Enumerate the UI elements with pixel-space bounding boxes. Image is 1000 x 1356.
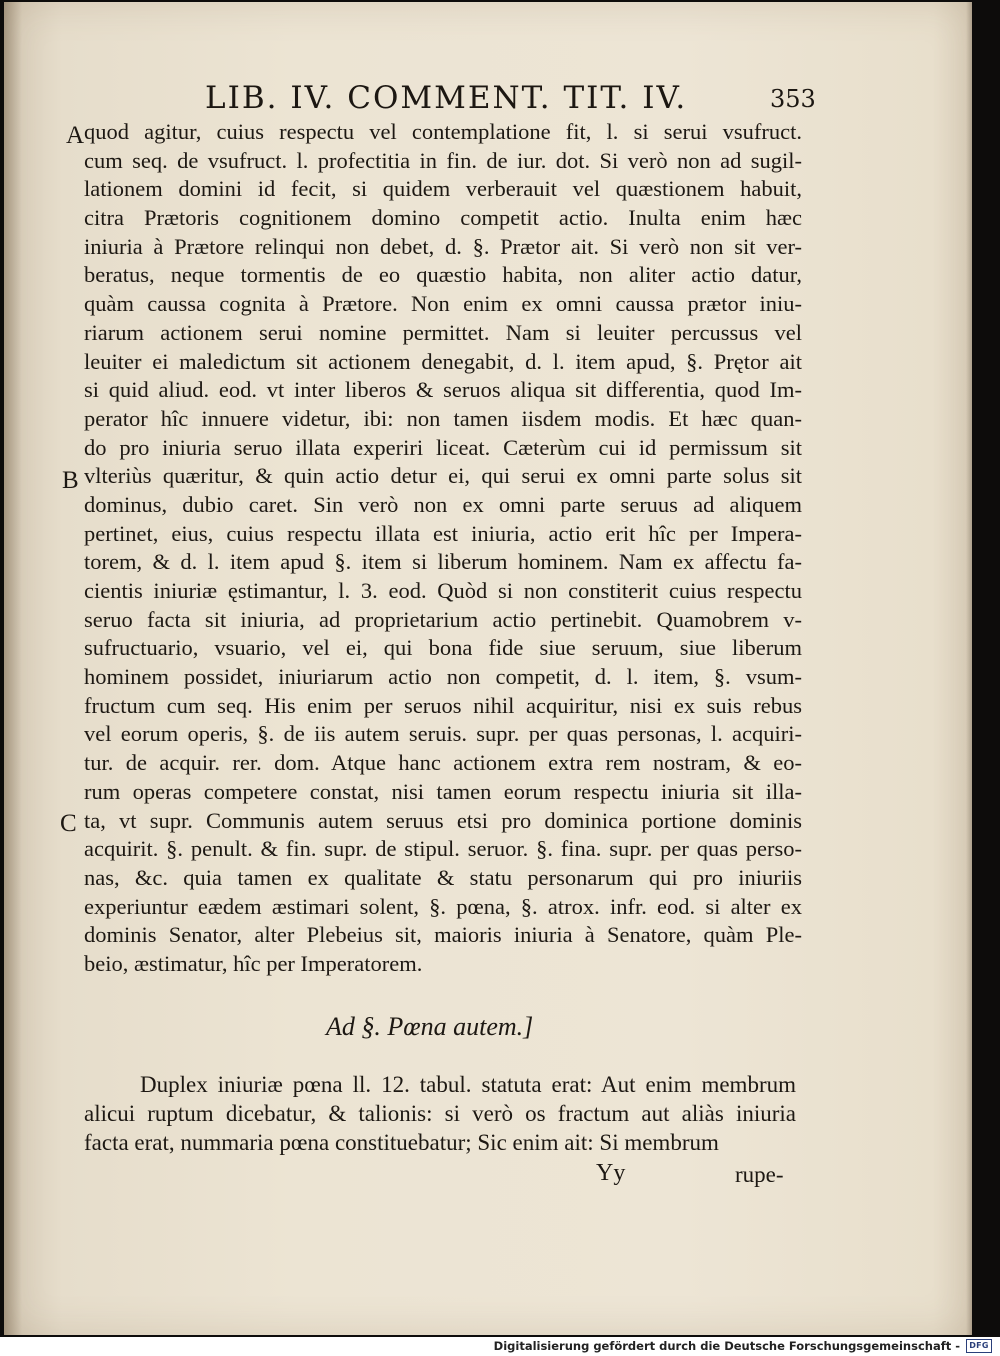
dfg-logo: DFG	[966, 1339, 992, 1353]
text-line: cientis iniuriæ ęstimantur, l. 3. eod. Quòd si non constiterit cuius respectu	[84, 578, 802, 603]
signature-mark: Yy	[596, 1160, 626, 1186]
text-line: leuiter ei maledictum sit actionem denegabit, d. l. item apud, §. Prętor ait	[84, 348, 802, 374]
text-line: ta, vt supr. Communis autem seruus etsi pro dominica portione dominis	[84, 807, 802, 833]
text-line: facta erat, nummaria pœna constituebatur; Sic enim ait: Si membrum	[84, 1130, 719, 1155]
text-line: si quid aliud. eod. vt inter liberos & seruos aliqua sit differentia, quod Im-	[84, 377, 802, 403]
page-edge	[966, 2, 972, 1335]
text-line: lationem domini id fecit, si quidem verberauit vel quæstionem habuit,	[84, 176, 802, 202]
text-line: torem, & d. l. item apud §. item si liberum hominem. Nam ex affectu fa-	[84, 549, 802, 575]
text-line: riarum actionem serui nomine permittet. Nam si leuiter percussus vel	[84, 319, 802, 345]
text-line: quod agitur, cuius respectu vel contemplatione fit, l. si serui vsufruct.	[84, 119, 802, 144]
text-line: experiuntur eædem æstimari solent, §. pœna, §. atrox. infr. eod. si alter ex	[84, 893, 802, 919]
text-line: iniuria à Prætore relinqui non debet, d. §. Prætor ait. Si verò non sit ver-	[84, 233, 802, 259]
text-line: dominis Senator, alter Plebeius sit, maioris iniuria à Senatore, quàm Ple-	[84, 922, 802, 948]
text-line: sufructuario, vsuario, vel ei, qui bona fide siue seruum, siue liberum	[84, 635, 802, 661]
text-line: hominem possidet, iniuriarum actio non competit, d. l. item, §. vsum-	[84, 664, 802, 690]
spine-shadow	[4, 2, 22, 1335]
text-line: beratus, neque tormentis de eo quæstio habita, non aliter actio datur,	[84, 262, 802, 288]
text-line: seruo facta sit iniuria, ad proprietarium actio pertinebit. Quamobrem v-	[84, 606, 802, 632]
text-line: perator hîc innuere videtur, ibi: non tamen iisdem modis. Et hæc quan-	[84, 405, 802, 431]
text-line: cum seq. de vsufruct. l. profectitia in fin. de iur. dot. Si verò non ad sugil-	[84, 147, 802, 173]
section-heading: Ad §. Pœna autem.]	[326, 1012, 534, 1041]
text-line: pertinet, eius, cuius respectu illata est iniuria, actio erit hîc per Impera-	[84, 520, 802, 546]
text-line: do pro iniuria seruo illata experiri liceat. Cæterùm cui id permissum sit	[84, 434, 802, 460]
text-line: fructum cum seq. His enim per seruos nihil acquiritur, nisi ex suis rebus	[84, 692, 802, 718]
catchword: rupe-	[735, 1162, 784, 1187]
text-line: nas, &c. quia tamen ex qualitate & statu personarum qui pro iniuriis	[84, 864, 802, 890]
margin-letter-b: B	[62, 467, 79, 494]
text-line: dominus, dubio caret. Sin verò non ex omni parte seruus ad aliquem	[84, 491, 802, 517]
funding-notice: Digitalisierung gefördert durch die Deutsche Forschungsgemeinschaft -	[493, 1339, 960, 1353]
margin-letter-c: C	[60, 810, 77, 837]
text-line: beio, æstimatur, hîc per Imperatorem.	[84, 950, 423, 976]
text-line: vlteriùs quæritur, & quin actio detur ei, qui serui ex omni parte solus sit	[84, 463, 802, 489]
text-line: Duplex iniuriæ pœna ll. 12. tabul. statuta erat: Aut enim membrum	[140, 1072, 796, 1097]
page-number: 353	[770, 85, 816, 113]
text-line: alicui ruptum dicebatur, & talionis: si verò os fractum aut aliàs iniuria	[84, 1101, 796, 1126]
margin-letter-a: A	[66, 122, 85, 149]
text-line: tur. de acquir. rer. dom. Atque hanc actionem extra rem nostram, & eo-	[84, 750, 802, 776]
text-line: acquirit. §. penult. & fin. supr. de stipul. seruor. §. fina. supr. per quas perso-	[84, 836, 802, 862]
text-line: vel eorum operis, §. de iis autem seruis. supr. per quas personas, l. acquiri-	[84, 721, 802, 747]
text-line: rum operas competere constat, nisi tamen eorum respectu iniuria sit illa-	[84, 778, 802, 804]
text-line: quàm caussa cognita à Prætore. Non enim ex omni caussa prætor iniu-	[84, 291, 802, 317]
commentary-text	[84, 118, 802, 979]
section-text	[84, 1070, 796, 1157]
text-line: citra Prætoris cognitionem domino competit actio. Inulta enim hæc	[84, 205, 802, 231]
running-head: LIB. IV. COMMENT. TIT. IV.	[205, 80, 688, 116]
